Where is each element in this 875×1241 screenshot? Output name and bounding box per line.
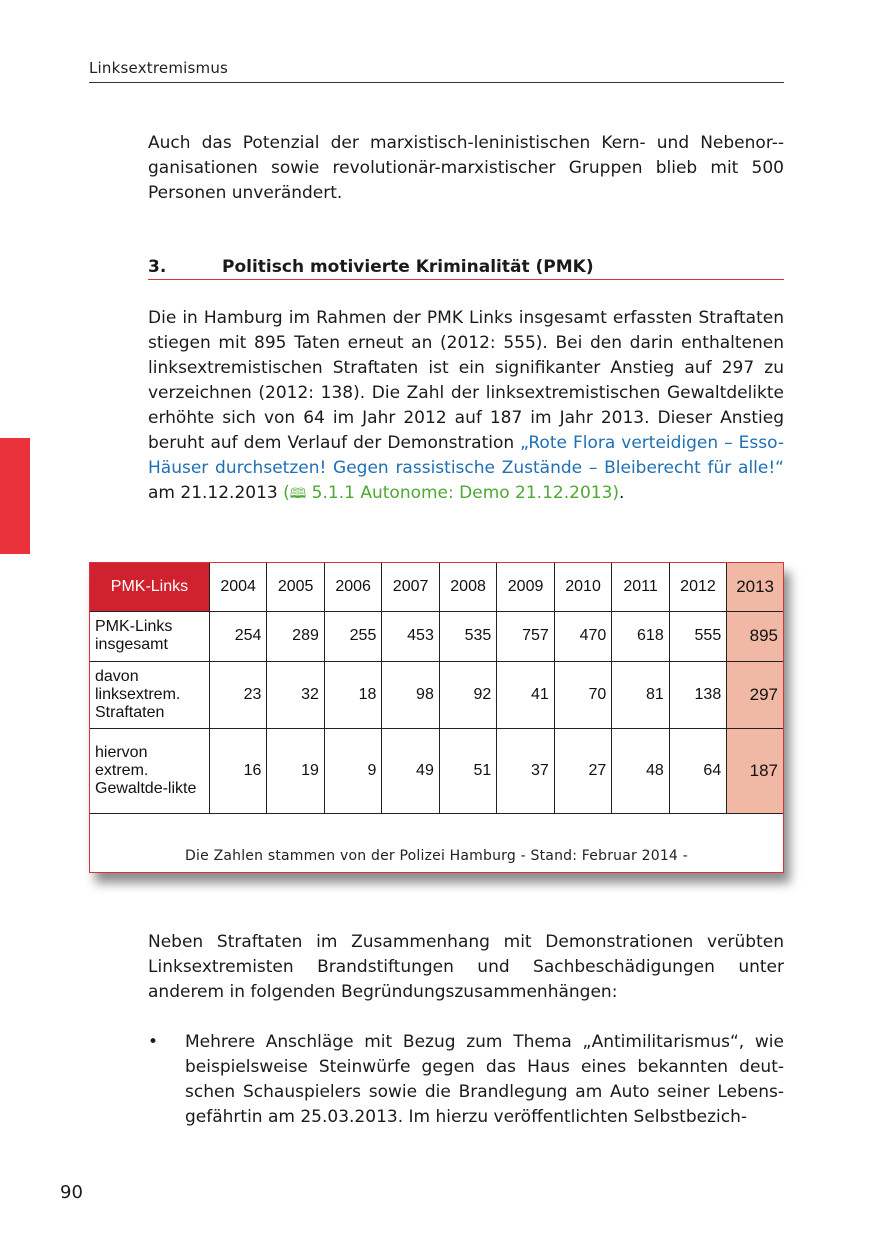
row-label: davon linksextrem. Straftaten bbox=[90, 661, 209, 728]
year-header: 2011 bbox=[612, 563, 669, 611]
section-number: 3. bbox=[148, 257, 167, 277]
table-cell: 138 bbox=[669, 661, 726, 728]
demo-link[interactable]: „Rote Flora verteidigen – Esso-Häuser durchsetzen! Gegen rassistische Zustände – Bleiberecht für alle!“ bbox=[148, 433, 784, 478]
year-header: 2009 bbox=[497, 563, 554, 611]
highlight-year-header: 2013 bbox=[727, 563, 783, 611]
table-cell: 453 bbox=[382, 611, 439, 661]
table-cell: 81 bbox=[612, 661, 669, 728]
table-cell: 70 bbox=[554, 661, 611, 728]
table-cell: 535 bbox=[439, 611, 496, 661]
pmk-statistics-table bbox=[90, 563, 783, 814]
book-icon: 🕮 bbox=[289, 486, 307, 502]
year-header: 2006 bbox=[324, 563, 381, 611]
table-cell: 92 bbox=[439, 661, 496, 728]
table-cell: 51 bbox=[439, 728, 496, 813]
intro-paragraph: Auch das Potenzial der marxistisch-leninistischen Kern- und Nebenor-ganisationen sowie revolutionär-marxistischer Gruppen blieb mit 500 Personen unverändert. bbox=[148, 133, 784, 203]
pmk-text-after: . bbox=[619, 483, 625, 503]
table-cell: 255 bbox=[324, 611, 381, 661]
table-source-note: Die Zahlen stammen von der Polizei Hamburg - Stand: Februar 2014 - bbox=[185, 848, 688, 864]
running-header: Linksextremismus bbox=[89, 59, 784, 83]
year-header: 2008 bbox=[439, 563, 496, 611]
arson-paragraph: Neben Straftaten im Zusammenhang mit Demonstrationen verübten Linksextremisten Brandstiftungen und Sachbeschädigungen unter anderem in folgenden Begründungszusammenhängen: bbox=[148, 932, 784, 1002]
row-label: PMK-Links insgesamt bbox=[90, 611, 209, 661]
bullet-marker: • bbox=[148, 1032, 159, 1052]
pmk-text-middle: am 21.12.2013 bbox=[148, 483, 284, 503]
section-heading bbox=[148, 257, 784, 280]
table-cell: 37 bbox=[497, 728, 554, 813]
table-cell: 254 bbox=[209, 611, 266, 661]
table-cell: 49 bbox=[382, 728, 439, 813]
year-header: 2004 bbox=[209, 563, 266, 611]
crossref-open: ( bbox=[283, 483, 290, 503]
list-item-text: Mehrere Anschläge mit Bezug zum Thema „Antimilitarismus“, wie beispielsweise Steinwürfe gegen das Haus eines bekannten deutschen Schauspielers sowie die Brandlegung am Auto seiner Lebensgefährtin am 25.03.2013. Im hierzu veröffentlichten Selbstbezich- bbox=[185, 1032, 784, 1127]
table-row bbox=[90, 611, 783, 661]
table-row bbox=[90, 661, 783, 728]
page-number: 90 bbox=[60, 1182, 83, 1203]
chapter-tab-marker bbox=[0, 438, 30, 554]
pmk-paragraph bbox=[148, 306, 784, 507]
table-cell: 27 bbox=[554, 728, 611, 813]
statistics-box bbox=[89, 562, 784, 873]
table-cell: 9 bbox=[324, 728, 381, 813]
year-header: 2012 bbox=[669, 563, 726, 611]
year-header: 2010 bbox=[554, 563, 611, 611]
section-title: Politisch motivierte Kriminalität (PMK) bbox=[222, 257, 594, 277]
table-cell: 555 bbox=[669, 611, 726, 661]
table-cell: 16 bbox=[209, 728, 266, 813]
row-label: hiervon extrem. Gewaltde-likte bbox=[90, 728, 209, 813]
crossref-text: 5.1.1 Autonome: Demo 21.12.2013) bbox=[306, 483, 620, 503]
table-cell: 98 bbox=[382, 661, 439, 728]
table-cell: 19 bbox=[267, 728, 324, 813]
table-cell: 289 bbox=[267, 611, 324, 661]
table-cell: 618 bbox=[612, 611, 669, 661]
list-item bbox=[148, 1030, 784, 1130]
highlight-cell: 297 bbox=[727, 661, 783, 728]
crossref-link[interactable] bbox=[283, 483, 619, 503]
table-row bbox=[90, 728, 783, 813]
table-cell: 23 bbox=[209, 661, 266, 728]
table-cell: 41 bbox=[497, 661, 554, 728]
table-cell: 48 bbox=[612, 728, 669, 813]
table-cell: 32 bbox=[267, 661, 324, 728]
highlight-cell: 187 bbox=[727, 728, 783, 813]
pmk-text-before: Die in Hamburg im Rahmen der PMK Links insgesamt erfassten Straftaten stiegen mit 895 Taten erneut an (2012: 555). Bei den darin enthaltenen linksextremistischen Straftaten ist ein signifikanter Anstieg auf 297 zu verzeichnen (2012: 138). Die Zahl der linksextremistischen Gewaltdelikte erhöhte sich von 64 im Jahr 2012 auf 187 im Jahr 2013. Dieser Anstieg beruht auf dem Verlauf der Demonstration bbox=[148, 308, 784, 453]
table-cell: 18 bbox=[324, 661, 381, 728]
table-cell: 470 bbox=[554, 611, 611, 661]
year-header: 2005 bbox=[267, 563, 324, 611]
table-corner-label: PMK-Links bbox=[90, 563, 209, 611]
table-header-row bbox=[90, 563, 783, 611]
table-cell: 64 bbox=[669, 728, 726, 813]
highlight-cell: 895 bbox=[727, 611, 783, 661]
table-cell: 757 bbox=[497, 611, 554, 661]
year-header: 2007 bbox=[382, 563, 439, 611]
